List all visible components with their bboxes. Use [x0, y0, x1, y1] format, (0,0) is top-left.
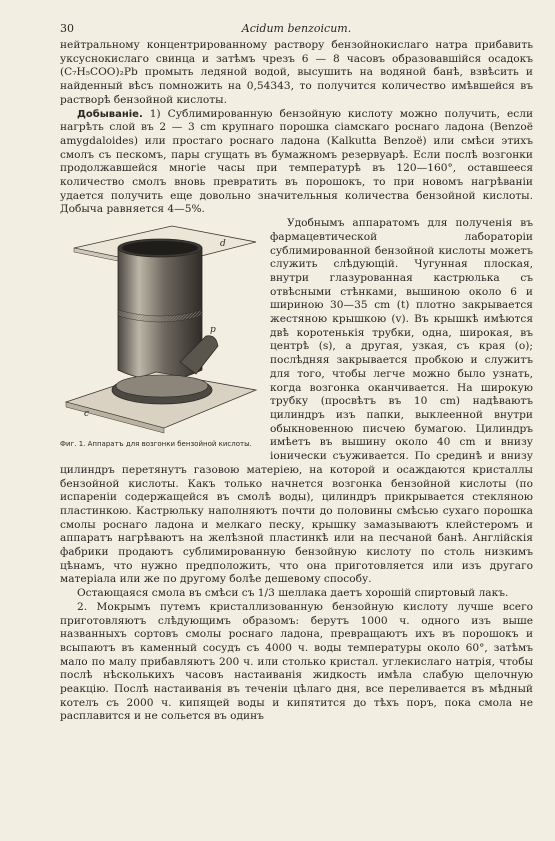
- paragraph-dobyvanie: [60, 108, 533, 218]
- running-head: [60, 22, 533, 35]
- paragraph-apparatus: [60, 217, 533, 587]
- figure-label-d: d: [220, 239, 226, 250]
- page-number: 30: [60, 22, 74, 35]
- figure-label-c: c: [84, 409, 90, 420]
- section-text: 1) Сублимированную бензойную кислоту можно получить, если нагрѣть слой въ 2 — 3 cm крупнаго порошка сіамскаго роснаго ладона (Benzoë amygdaloides) или простаго роснаго ладона (Kalkutta Benzoë) или смѣси этихъ смолъ съ пескомъ, пары сгущать въ бумажномъ резервуарѣ. Если послѣ возгонки продолжавшейся многіе часы при температурѣ въ 120—160°, оставшееся количество смолъ вновь превратить въ порошокъ, то при новомъ нагрѣваніи удается получить еще довольно значительныя количества бензойной кислоты. Добыча равняется 4—5%.: [60, 107, 534, 216]
- sublimation-apparatus-illustration: [60, 220, 260, 438]
- running-title: Acidum benzoicum.: [241, 22, 352, 35]
- figure-caption: Фиг. 1. Аппаратъ для возгонки бензойной кислоты.: [60, 440, 252, 449]
- figure-label-p: p: [210, 325, 216, 336]
- paragraph-intro: нейтральному концентрированному раствору бензойнокислаго натра прибавить уксуснокислаго свинца и затѣмъ чрезъ 6 — 8 часовъ образовавшійся осадокъ (C₇H₅COO)₂Pb промыть ледяной водой, высушить на водяной банѣ, взвѣсить и найденный вѣсъ помножить на 0,54343, то получится количество имѣвшейся въ растворѣ бензойной кислоты.: [60, 39, 533, 106]
- apparatus-text: Удобнымъ аппаратомъ для полученія въ фармацевтической лабораторіи сублимированной бензойной кислоты можетъ служить слѣдующій. Чугунная плоская, внутри глазурованная кастрюлька съ отвѣсными стѣнками, вышиною около 6 и шириною 30—35 cm (t) плотно закрывается жестяною крышкою (v). Въ крышкѣ имѣются двѣ коротенькія трубки, одна, широкая, въ центрѣ (s), а другая, узкая, съ края (o); послѣдняя закрывается пробкою и служитъ для того, чтобы легче можно было узнать, когда возгонка оканчивается. На широкую трубку (просвѣтъ въ 10 cm) надѣваютъ цилиндръ изъ папки, выклеенной внутри обыкновенною писчею бумагою. Цилиндръ имѣетъ въ вышину около 40 cm и внизу іонически съуживается. По срединѣ и внизу цилиндръ перетянутъ газовою матеріею, на которой и осаждаются кристаллы бензойной кислоты. Какъ только начнется возгонка бензойной кислоты (по испареніи содержащейся въ смолѣ воды), цилиндръ прикрывается стекляною пластинкою. Кастрюльку наполняютъ почти до половины смѣсью сухаго порошка смолы роснаго ладона и мелкаго песку, крышку замазываютъ клейстеромъ и аппаратъ нагрѣваютъ на желѣзной пластинкѣ или на песчаной банѣ. Англійскія фабрики продаютъ сублимированную бензойную кислоту по столь низкимъ цѣнамъ, что нужно предположить, что она приготовляется или изъ другаго матеріала или же по другому болѣе дешевому способу.: [60, 217, 533, 586]
- figure-apparatus: [60, 220, 260, 449]
- section-runin-heading: Добываніе.: [76, 108, 143, 120]
- paragraph-method-2: 2. Мокрымъ путемъ кристаллизованную бензойную кислоту лучше всего приготовляютъ слѣдующимъ образомъ: берутъ 1000 ч. одного изъ выше названныхъ сортовъ смолы роснаго ладона, превращаютъ ихъ въ порошокъ и всыпаютъ въ каменный сосудъ съ 4000 ч. воды температуры около 60°, затѣмъ мало по малу прибавляютъ 200 ч. или столько кристал. углекислаго натрія, чтобы послѣ нѣсколькихъ часовъ настаиванія жидкость имѣла слабую щелочную реакцію. Послѣ настаиванія въ теченіи цѣлаго дня, все переливается въ мѣдный котелъ съ 2000 ч. кипящей воды и кипятится до тѣхъ поръ, пока смола не расплавится и не сольется въ одинъ: [60, 600, 533, 723]
- body-text: [60, 39, 533, 724]
- paragraph-resin: Остающаяся смола въ смѣси съ 1/3 шеллака даетъ хорошій спиртовый лакъ.: [76, 587, 509, 600]
